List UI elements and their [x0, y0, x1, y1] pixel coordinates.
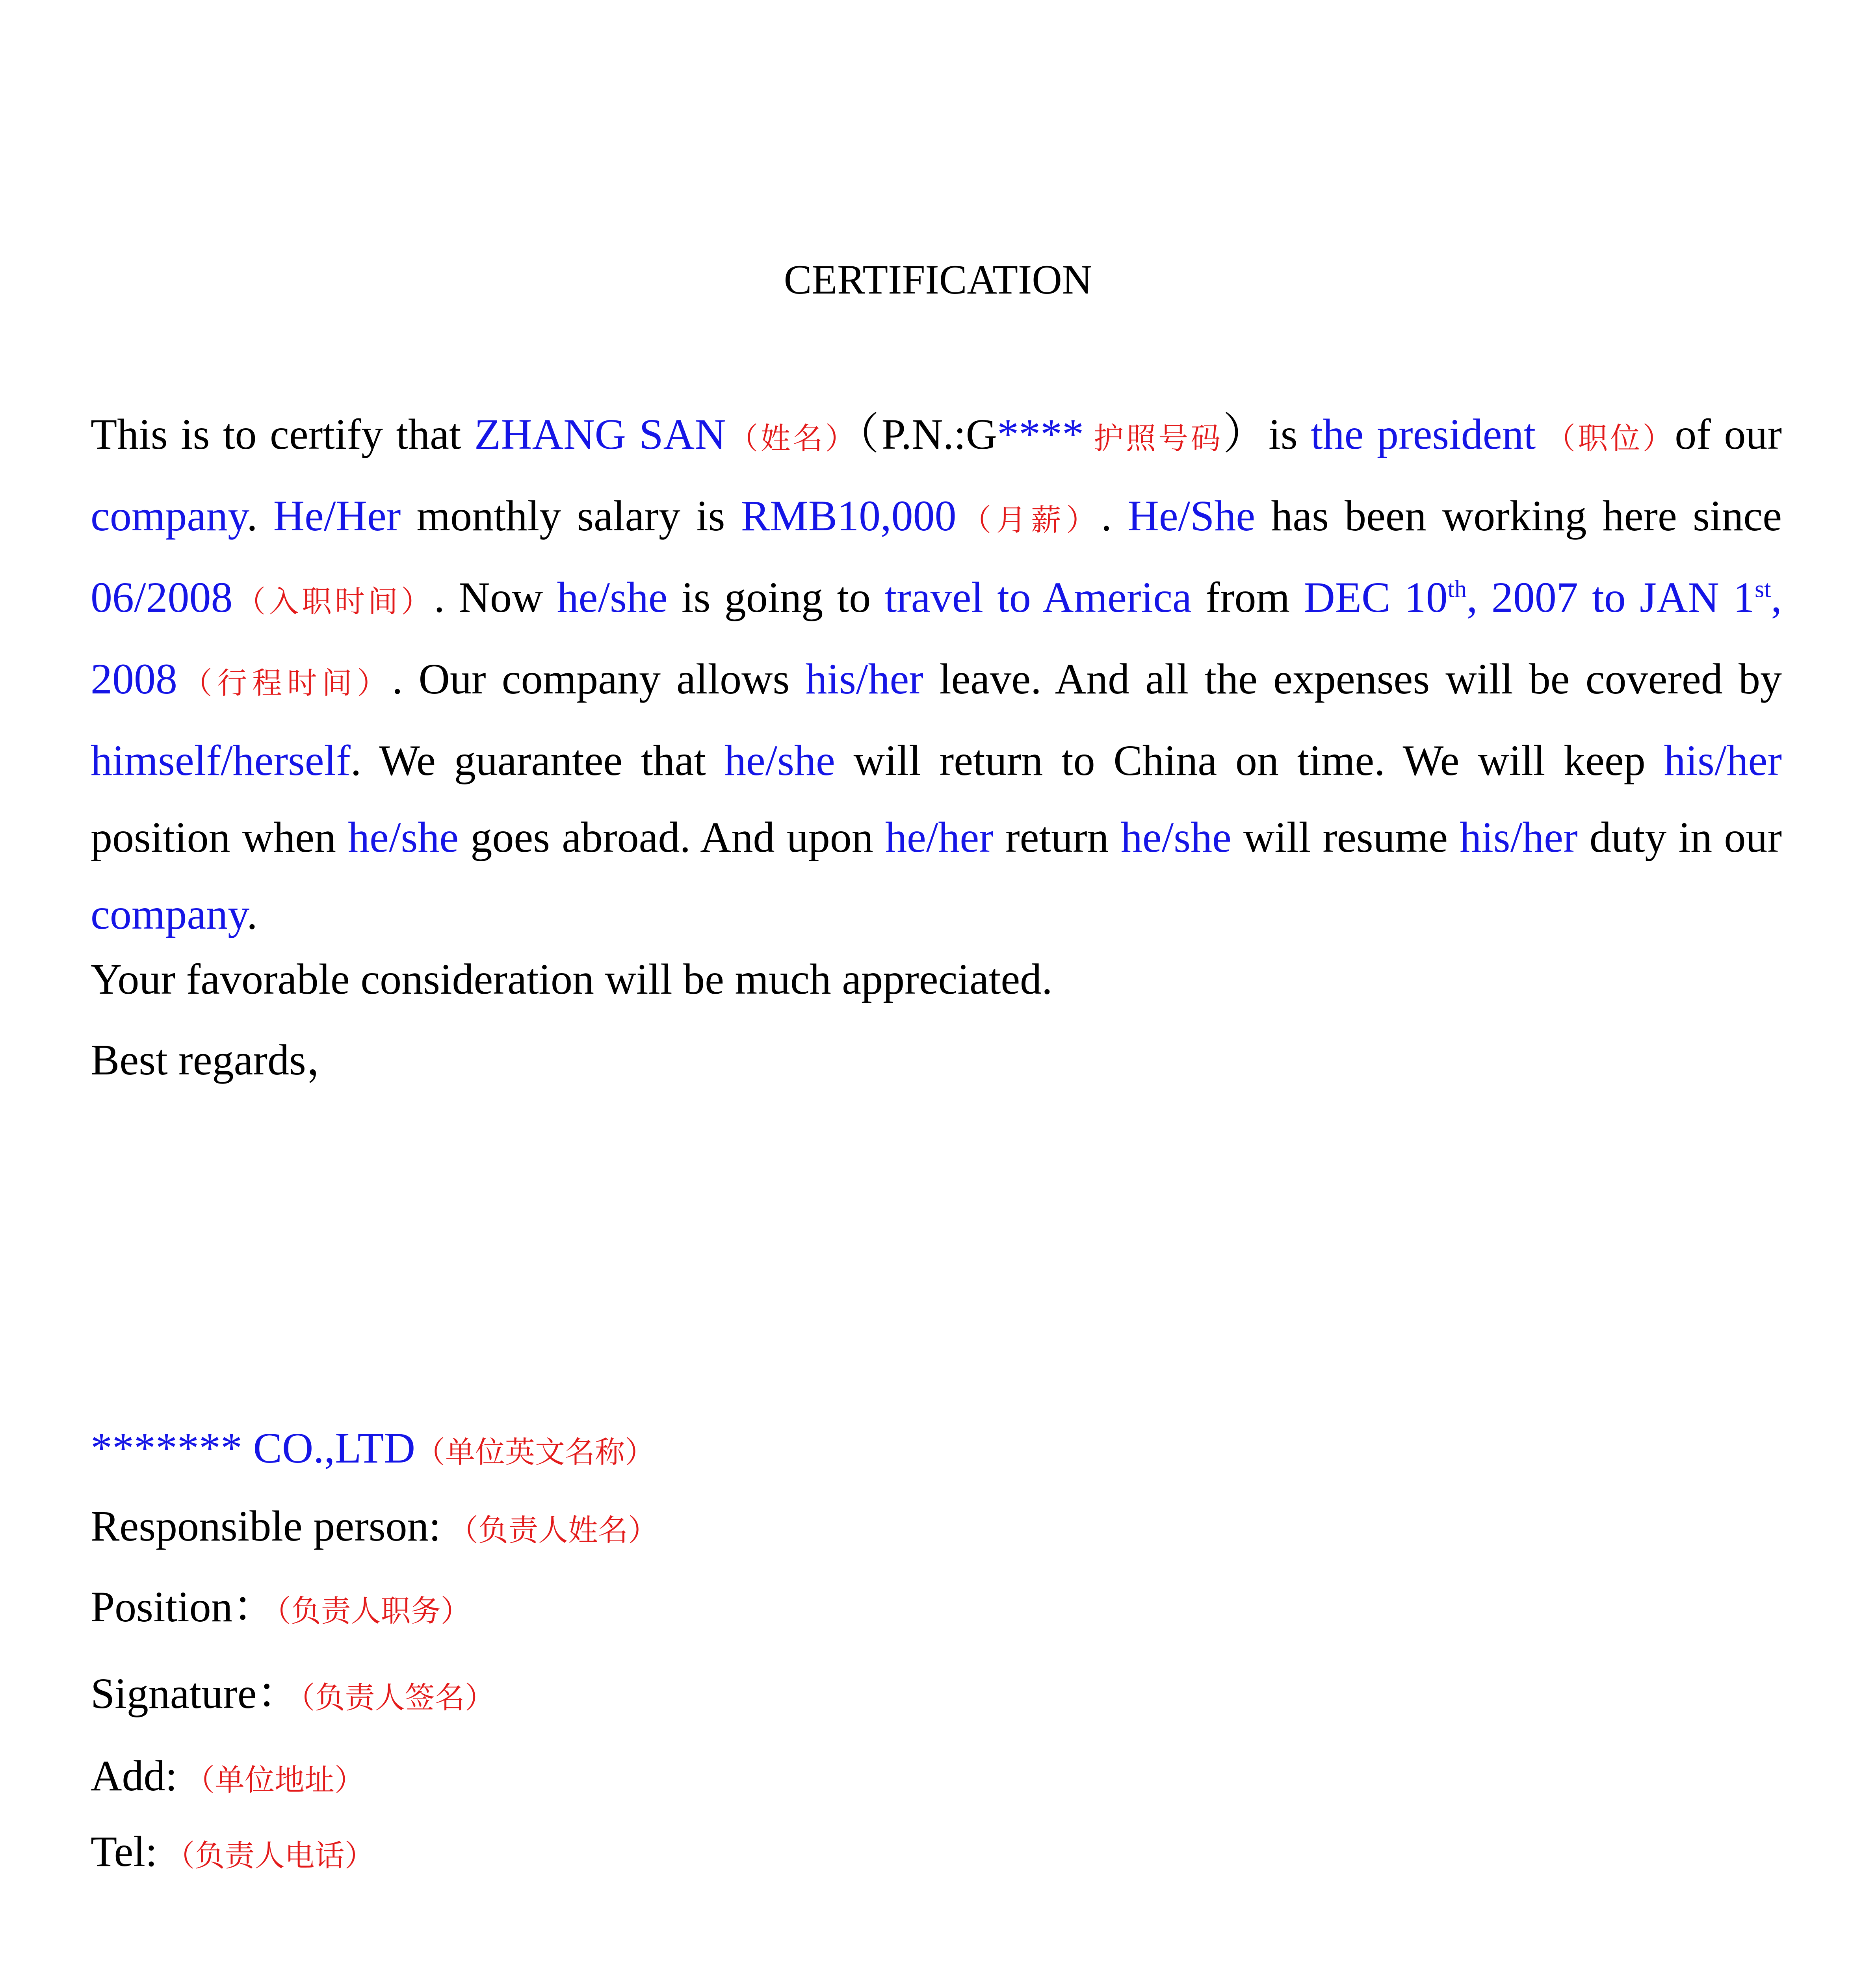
body-text: from — [1191, 573, 1304, 621]
company-placeholder: company — [91, 890, 247, 938]
pronoun: his/her — [1664, 736, 1782, 784]
responsible-note: （负责人姓名） — [441, 1514, 658, 1547]
company-name-line — [91, 1418, 655, 1482]
certification-body — [91, 396, 1782, 953]
body-text: is going to — [667, 573, 885, 621]
body-text: monthly salary is — [401, 492, 741, 540]
tel-label: Tel: — [91, 1827, 158, 1875]
employment-start: 06/2008 — [91, 573, 233, 621]
pronoun: he/she — [724, 736, 835, 784]
body-text: position when — [91, 813, 348, 861]
body-text: ）is — [1223, 410, 1311, 458]
employment-start-note: （入职时间） — [232, 585, 434, 619]
date-end: , 2008 — [91, 573, 1782, 703]
pronoun: his/her — [805, 655, 923, 703]
position-label: Position： — [91, 1583, 276, 1631]
add-note: （单位地址） — [177, 1764, 364, 1797]
body-text: return — [993, 813, 1121, 861]
appreciation-line: Your favorable consideration will be much appreciated. — [91, 955, 1053, 1003]
pronoun: he/she — [557, 573, 668, 621]
tel-note: （负责人电话） — [157, 1840, 375, 1873]
company-name: ******* CO.,LTD — [91, 1424, 416, 1472]
document-title: CERTIFICATION — [784, 256, 1092, 303]
body-text: . Our company allows — [392, 655, 806, 703]
body-text: goes abroad. And upon — [459, 813, 885, 861]
responsible-person-line — [91, 1496, 658, 1560]
employee-name: ZHANG SAN — [474, 410, 726, 458]
body-text: will resume — [1231, 813, 1460, 861]
regards-line: Best regards， — [91, 1036, 349, 1084]
body-text: This is to certify that — [91, 410, 475, 458]
body-text: duty in our — [1577, 813, 1782, 861]
signature-label: Signature： — [91, 1669, 300, 1717]
job-position: the president — [1311, 410, 1536, 458]
position-note: （职位） — [1536, 422, 1675, 455]
date-from: DEC 10 — [1304, 573, 1448, 621]
body-text: . — [247, 492, 273, 540]
trip-dates-note: （行程时间） — [177, 667, 392, 700]
monthly-salary: RMB10,000 — [741, 492, 957, 540]
body-text: of our — [1675, 410, 1782, 458]
date-from-suffix: th — [1447, 576, 1467, 603]
pronoun: he/she — [348, 813, 459, 861]
pronoun: his/her — [1460, 813, 1578, 861]
address-line — [91, 1746, 364, 1810]
pronoun: He/She — [1127, 492, 1256, 540]
position-line — [91, 1577, 471, 1641]
body-text: . We guarantee that — [350, 736, 724, 784]
name-note: （姓名） — [726, 422, 858, 455]
pronoun: he/her — [885, 813, 994, 861]
responsible-label: Responsible person: — [91, 1502, 441, 1550]
company-placeholder: company — [91, 492, 247, 540]
date-middle: , 2007 to JAN 1 — [1466, 573, 1755, 621]
body-text: . Now — [434, 573, 557, 621]
tel-line — [91, 1822, 374, 1886]
pronoun: he/she — [1120, 813, 1231, 861]
body-text: . — [247, 890, 258, 938]
date-to-suffix: st — [1755, 576, 1771, 603]
pronoun: He/Her — [273, 492, 401, 540]
company-name-note: （单位英文名称） — [415, 1436, 655, 1469]
body-text: . — [1101, 492, 1128, 540]
add-label: Add: — [91, 1752, 177, 1800]
body-text: has been working here since — [1255, 492, 1782, 540]
passport-number: **** — [997, 410, 1084, 458]
signature-note: （负责人签名） — [300, 1682, 495, 1715]
travel-purpose: travel to America — [884, 573, 1192, 621]
body-text: will return to China on time. We will keep — [835, 736, 1664, 784]
salary-note: （月薪） — [956, 504, 1101, 537]
signature-line — [91, 1664, 495, 1728]
passport-note: 护照号码 — [1084, 422, 1223, 455]
position-line-note: （负责人职务） — [276, 1595, 471, 1628]
body-text: （P.N.:G — [857, 410, 997, 458]
pronoun: himself/herself — [91, 736, 351, 784]
body-text: leave. And all the expenses will be covered by — [923, 655, 1782, 703]
